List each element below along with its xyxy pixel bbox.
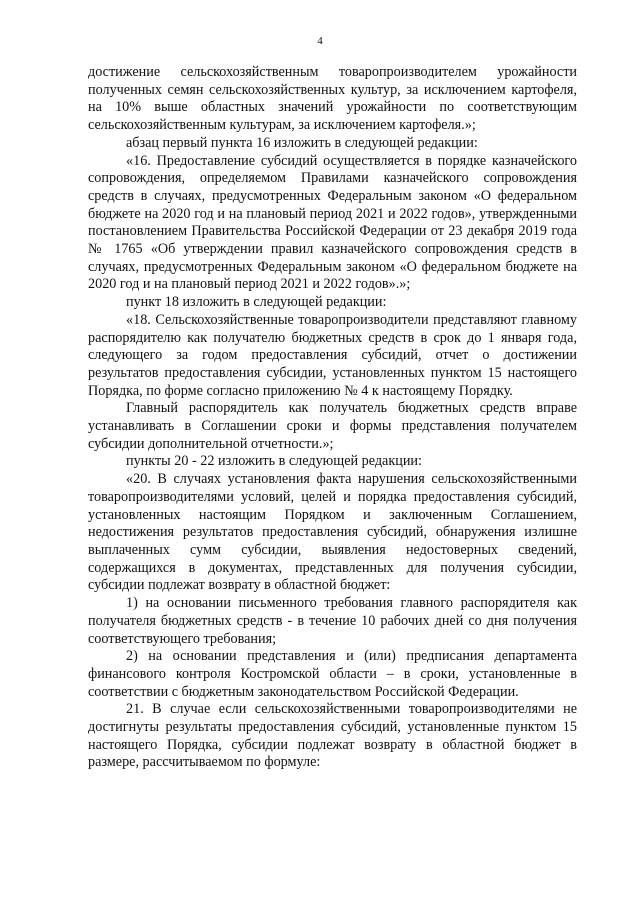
paragraph-amendment-20-22-intro: пункты 20 - 22 изложить в следующей редакции: [126,453,422,470]
paragraph-item-20-subitem-1: 1) на основании письменного требования главного распорядителя как получателя бюджетных средств - в течение 10 рабочих дней со дня получения соответствующего требования; [88,595,577,647]
document-body [88,64,577,772]
page-number: 4 [317,35,323,47]
paragraph-item-18: «18. Сельскохозяйственные товаропроизводители представляют главному распорядителю как получателю бюджетных средств в срок до 1 января года, следующего за годом предоставления субсидий, отчет о достижении результатов предоставления субсидии, установленных пунктом 15 настоящего Порядка, по форме согласно приложению № 4 к настоящему Порядку. [88,311,577,399]
paragraph-amendment-16-intro: абзац первый пункта 16 изложить в следующей редакции: [126,134,478,151]
paragraph-item-20-subitem-2: 2) на основании представления и (или) предписания департамента финансового контроля Костромской области – в сроки, установленные в соответствии с бюджетным законодательством Российской Федерации. [88,648,577,700]
paragraph-item-20: «20. В случаях установления факта нарушения сельскохозяйственными товаропроизводителями условий, целей и порядка предоставления субсидий, установленных настоящим Порядком и заключенным Соглашением, недостижения результатов предоставления субсидий, обнаружения излишне выплаченных сумм субсидии, выявления недостоверных сведений, содержащихся в документах, представленных для получения субсидии, субсидии подлежат возврату в областной бюджет: [88,471,577,594]
paragraph-continuation: достижение сельскохозяйственным товаропроизводителем урожайности полученных семян сельскохозяйственных культур, за исключением картофеля, на 10% выше областных значений урожайности по соответствующим сельскохозяйственным культурам, за исключением картофеля.»; [88,64,577,134]
paragraph-item-16: «16. Предоставление субсидий осуществляется в порядке казначейского сопровождения, определяемом Правилами казначейского сопровождения средств в случаях, предусмотренных Федеральным законом «О федеральном бюджете на 2020 год и на плановый период 2021 и 2022 годов», утвержденными постановлением Правительства Российской Федерации от 23 декабря 2019 года № 1765 «Об утверждении правил казначейского сопровождения средств в случаях, предусмотренных Федеральным законом «О федеральном бюджете на 2020 год и на плановый период 2021 и 2022 годов».»; [88,152,577,293]
paragraph-amendment-18-intro: пункт 18 изложить в следующей редакции: [126,294,387,311]
paragraph-item-18-addendum: Главный распорядитель как получатель бюджетных средств вправе устанавливать в Соглашении сроки и формы представления получателем субсидии дополнительной отчетности.»; [88,400,577,452]
paragraph-item-21: 21. В случае если сельскохозяйственными товаропроизводителями не достигнуты результаты предоставления субсидий, установленные пунктом 15 настоящего Порядка, субсидии подлежат возврату в областной бюджет в размере, рассчитываемом по формуле: [88,701,577,771]
